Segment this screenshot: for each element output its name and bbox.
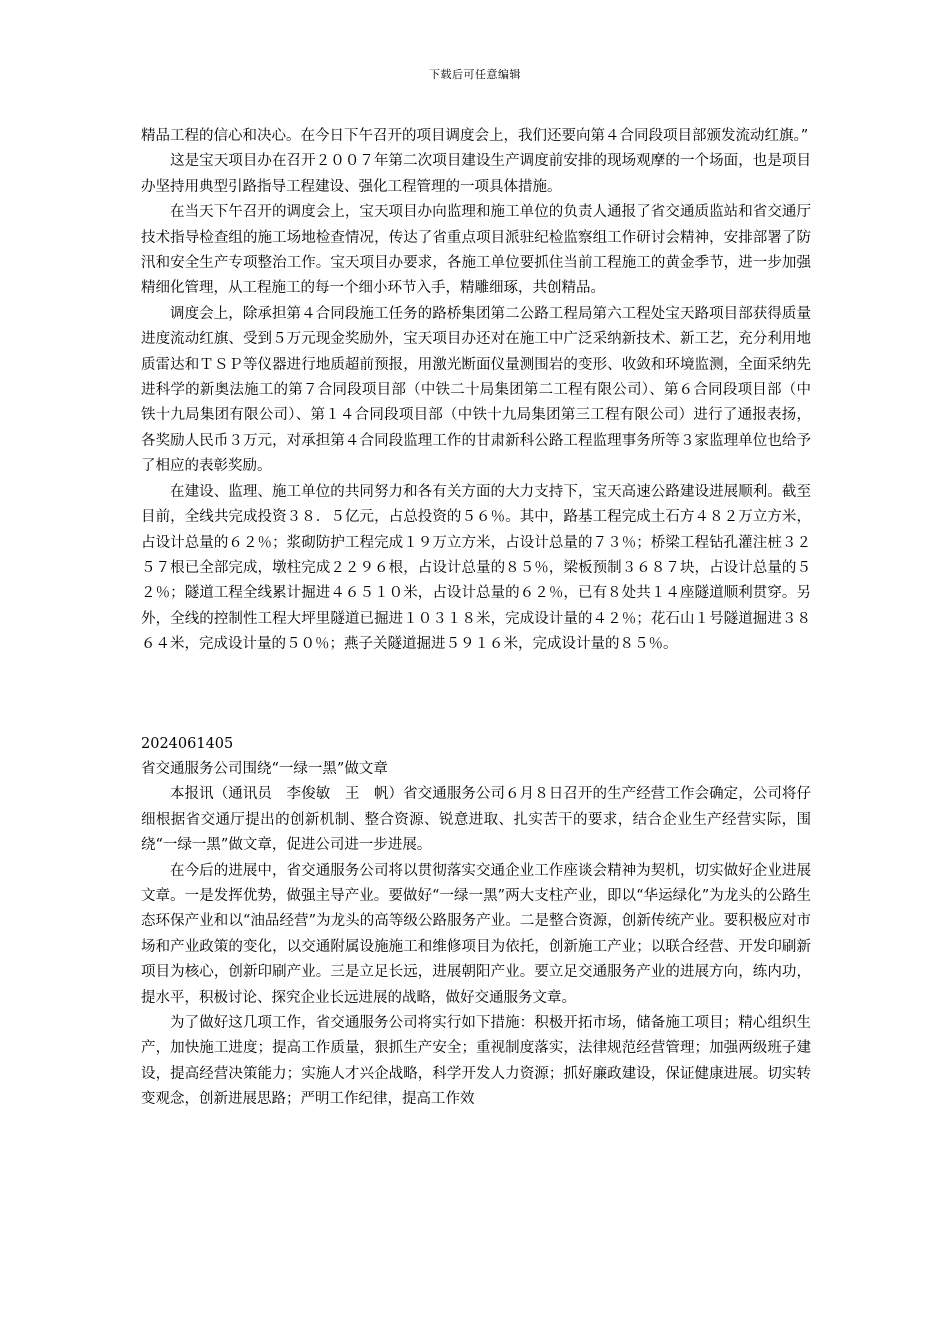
paragraph: 这是宝天项目办在召开２００７年第二次项目建设生产调度前安排的现场观摩的一个场面，也是项目办坚持用典型引路指导工程建设、强化工程管理的一项具体措施。 <box>141 153 811 195</box>
paragraph: 为了做好这几项工作，省交通服务公司将实行如下措施：积极开拓市场，储备施工项目；精心组织生产，加快施工进度；提高工作质量，狠抓生产安全；重视制度落实，法律规范经营管理；加强两级班子建设，提高经营决策能力；实施人才兴企战略，科学开发人力资源；抓好廉政建设，保证健康进展。切实转变观念，创新进展思路；严明工作纪律，提高工作效 <box>141 1015 811 1108</box>
paragraph: 在当天下午召开的调度会上，宝天项目办向监理和施工单位的负责人通报了省交通质监站和省交通厅技术指导检查组的施工场地检查情况，传达了省重点项目派驻纪检监察组工作研讨会精神，安排部署了防汛和安全生产专项整治工作。宝天项目办要求，各施工单位要抓住当前工程施工的黄金季节，进一步加强精细化管理，从工程施工的每一个细小环节入手，精雕细琢，共创精品。 <box>141 204 811 297</box>
article-baotian-continuation <box>141 124 811 658</box>
paragraph: 调度会上，除承担第４合同段施工任务的路桥集团第二公路工程局第六工程处宝天路项目部获得质量进度流动红旗、受到５万元现金奖励外，宝天项目办还对在施工中广泛采纳新技术、新工艺，充分利用地质雷达和ＴＳＰ等仪器进行地质超前预报，用激光断面仪量测围岩的变形、收敛和环境监测，全面采纳先进科学的新奥法施工的第７合同段项目部（中铁二十局集团第二工程有限公司）、第６合同段项目部（中铁十九局集团有限公司）、第１４合同段项目部（中铁十九局集团第三工程有限公司）进行了通报表扬，各奖励人民币３万元，对承担第４合同段监理工作的甘肃新科公路工程监理事务所等３家监理单位也给予了相应的表彰奖励。 <box>141 305 811 475</box>
paragraph: 本报讯（通讯员 李俊敏 王 帆）省交通服务公司６月８日召开的生产经营工作会确定，公司将仔细根据省交通厅提出的创新机制、整合资源、锐意进取、扎实苦干的要求，结合企业生产经营实际，围绕“一绿一黑”做文章，促进公司进一步进展。 <box>141 786 811 854</box>
article-service-company <box>141 732 811 1113</box>
page-header: 下载后可任意编辑 <box>429 68 521 81</box>
document-body <box>141 124 811 1113</box>
article-title: 省交通服务公司围绕“一绿一黑”做文章 <box>141 760 388 777</box>
paragraph: 在建设、监理、施工单位的共同努力和各有关方面的大力支持下，宝天高速公路建设进展顺利。截至目前，全线共完成投资３８．５亿元，占总投资的５６％。其中，路基工程完成土石方４８２万立方米，占设计总量的６２％；浆砌防护工程完成１９万立方米，占设计总量的７３％；桥梁工程钻孔灌注桩３２５７根已全部完成，墩柱完成２２９６根，占设计总量的８５％，梁板预制３６８７块，占设计总量的５２％；隧道工程全线累计掘进４６５１０米，占设计总量的６２％，已有８处共１４座隧道顺利贯穿。另外，全线的控制性工程大坪里隧道已掘进１０３１８米，完成设计量的４２％；花石山１号隧道掘进３８６４米，完成设计量的５０％；燕子关隧道掘进５９１６米，完成设计量的８５％。 <box>141 483 811 653</box>
section-spacer <box>141 658 811 732</box>
article-id: 2024061405 <box>141 735 234 752</box>
paragraph: 精品工程的信心和决心。在今日下午召开的项目调度会上，我们还要向第４合同段项目部颁发流动红旗。” <box>141 128 809 144</box>
paragraph: 在今后的进展中，省交通服务公司将以贯彻落实交通企业工作座谈会精神为契机，切实做好企业进展文章。一是发挥优势，做强主导产业。要做好“一绿一黑”两大支柱产业，即以“华运绿化”为龙头的公路生态环保产业和以“油品经营”为龙头的高等级公路服务产业。二是整合资源，创新传统产业。要积极应对市场和产业政策的变化，以交通附属设施施工和维修项目为依托，创新施工产业；以联合经营、开发印刷新项目为核心，创新印刷产业。三是立足长远，进展朝阳产业。要立足交通服务产业的进展方向，练内功，提水平，积极讨论、探究企业长远进展的战略，做好交通服务文章。 <box>141 862 811 1006</box>
